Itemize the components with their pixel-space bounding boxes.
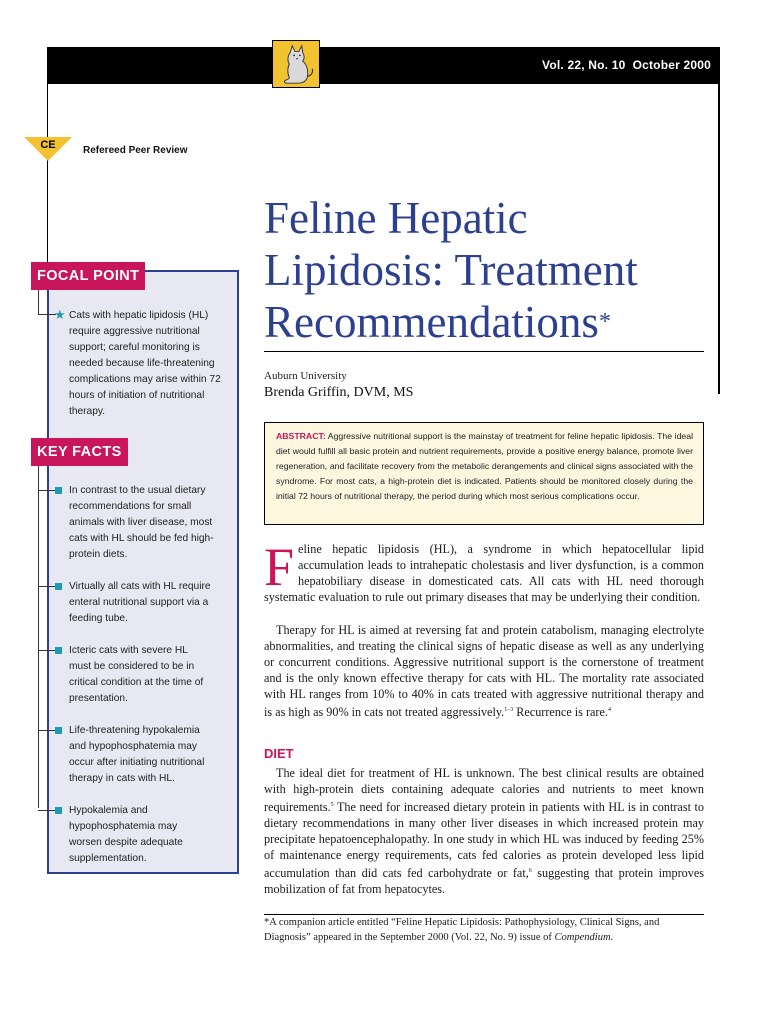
key-fact-tick	[38, 650, 56, 651]
key-fact-item: Life-threatening hypokalemia and hypophosphatemia may occur after initiating nutritional therapy in cats with HL.	[69, 725, 205, 784]
key-fact-item: Icteric cats with severe HL must be considered to be in critical condition at the time of presentation.	[69, 645, 204, 704]
focal-text: Cats with hepatic lipidosis (HL) require aggressive nutritional support; careful monitoring is needed because life-threatening complications may arise within 72 hours of initiation of nutritional therapy.	[69, 310, 221, 417]
bullet-square-icon	[55, 807, 62, 814]
title-footnote-mark: *	[598, 309, 611, 335]
focal-point-tag: FOCAL POINT	[31, 262, 145, 290]
cat-icon	[272, 40, 320, 88]
drop-cap: F	[264, 537, 295, 597]
footnote-divider	[264, 914, 704, 915]
abstract-text: Aggressive nutritional support is the mainstay of treatment for feline hepatic lipidosis. The ideal diet would fulfill all basic protein and nutrient requirements, provide a positive energy balance, promote liver regeneration, and facilitate recovery from the metabolic derangements and clinical signs associated with the syndrome. For most cats, a high-protein diet is indicated. Patients should be monitored closely during the initial 72 hours of nutritional therapy, the period during which most serious complications occur.	[276, 431, 693, 501]
ce-badge	[24, 137, 72, 161]
citation: 6	[528, 868, 532, 875]
title-line: Lipidosis: Treatment	[264, 245, 638, 295]
title-divider	[264, 351, 704, 352]
key-fact-item: Virtually all cats with HL require enteral nutritional support via a feeding tube.	[69, 581, 211, 624]
key-fact-tick	[38, 490, 56, 491]
focal-bracket	[38, 290, 39, 314]
footnote: *A companion article entitled “Feline Hepatic Lipidosis: Pathophysiology, Clinical Signs, and Diagnosis” appeared in the September 2000 (Vol. 22, No. 9) issue of Compendium.	[264, 917, 660, 943]
key-fact-item: In contrast to the usual dietary recommendations for small animals with liver disease, most cats with HL should be fed high-protein diets.	[69, 485, 214, 560]
therapy-paragraph: Therapy for HL is aimed at reversing fat and protein catabolism, managing electrolyte abnormalities, and treating the clinical signs of hepatic disease as well as any underlying or concurrent conditions. Aggressive nutritional support is the cornerstone of treatment and is the only known effective therapy for cats with HL. The mortality rate associated with HL ranges from 10% to 40% in cats treated with aggressive nutritional therapy and is as high as 90% in cats not treated aggressively.$^{1-3}$ Recurrence is rare.$^4$	[264, 623, 704, 720]
citation: 5	[330, 802, 334, 808]
key-fact-tick	[38, 586, 56, 587]
bullet-square-icon	[55, 487, 62, 494]
bullet-square-icon	[55, 583, 62, 590]
author-name: Brenda Griffin, DVM, MS	[264, 385, 414, 400]
title-line: Feline Hepatic	[264, 193, 528, 243]
affiliation: Auburn University	[264, 370, 347, 382]
title-line: Recommendations*	[264, 297, 611, 347]
refereed-label: Refereed Peer Review	[83, 145, 188, 156]
abstract-label: ABSTRACT:	[276, 431, 326, 441]
article-title	[264, 192, 704, 348]
citation: 4	[607, 707, 611, 713]
key-fact-item: Hypokalemia and hypophosphatemia may worsen despite adequate supplementation.	[69, 805, 183, 864]
bullet-square-icon	[55, 647, 62, 654]
volume-number: Vol. 22, No. 10	[542, 58, 626, 72]
key-facts-tag: KEY FACTS	[31, 438, 128, 466]
journal-name: Compendium	[554, 931, 611, 943]
bullet-square-icon	[55, 727, 62, 734]
diet-paragraph: The ideal diet for treatment of HL is unknown. The best clinical results are obtained with high-protein diets containing adequate calories and nutrients to meet known requirements.$^5$ The need for increased dietary protein in patients with HL is in contrast to dietary recommendations in many other liver diseases in which increased protein may precipitate hepatoencephalopathy. In one study in which HL was induced by feeding 25% of maintenance energy requirements, cats fed calories as protein developed less lipid accumulation than did cats fed carbohydrate or fat,$^6$ suggesting that protein improves mobilization of fat from hepatocytes.	[264, 766, 704, 897]
frame-right-rule	[718, 84, 720, 394]
header-bar	[47, 47, 720, 84]
issue-info	[542, 58, 711, 72]
frame-left-rule-lower	[47, 160, 48, 266]
intro-paragraph: Feline hepatic lipidosis (HL), a syndrome in which hepatocellular lipid accumulation leads to intrahepatic cholestasis and liver dysfunction, is a common hepatobiliary disease in domesticated cats. All cats with HL need thorough systematic evaluation to rule out primary diseases that may be underlying their condition.	[264, 537, 704, 604]
citation: 1–3	[504, 707, 514, 713]
star-icon: ★	[54, 307, 66, 322]
issue-date: October 2000	[632, 58, 711, 72]
key-fact-tick	[38, 730, 56, 731]
key-facts-bracket	[38, 466, 39, 808]
section-heading-diet: DIET	[264, 746, 294, 761]
frame-left-rule	[47, 84, 48, 140]
ce-label: CE	[40, 139, 56, 151]
abstract-box	[264, 422, 704, 525]
key-fact-tick	[38, 810, 56, 811]
